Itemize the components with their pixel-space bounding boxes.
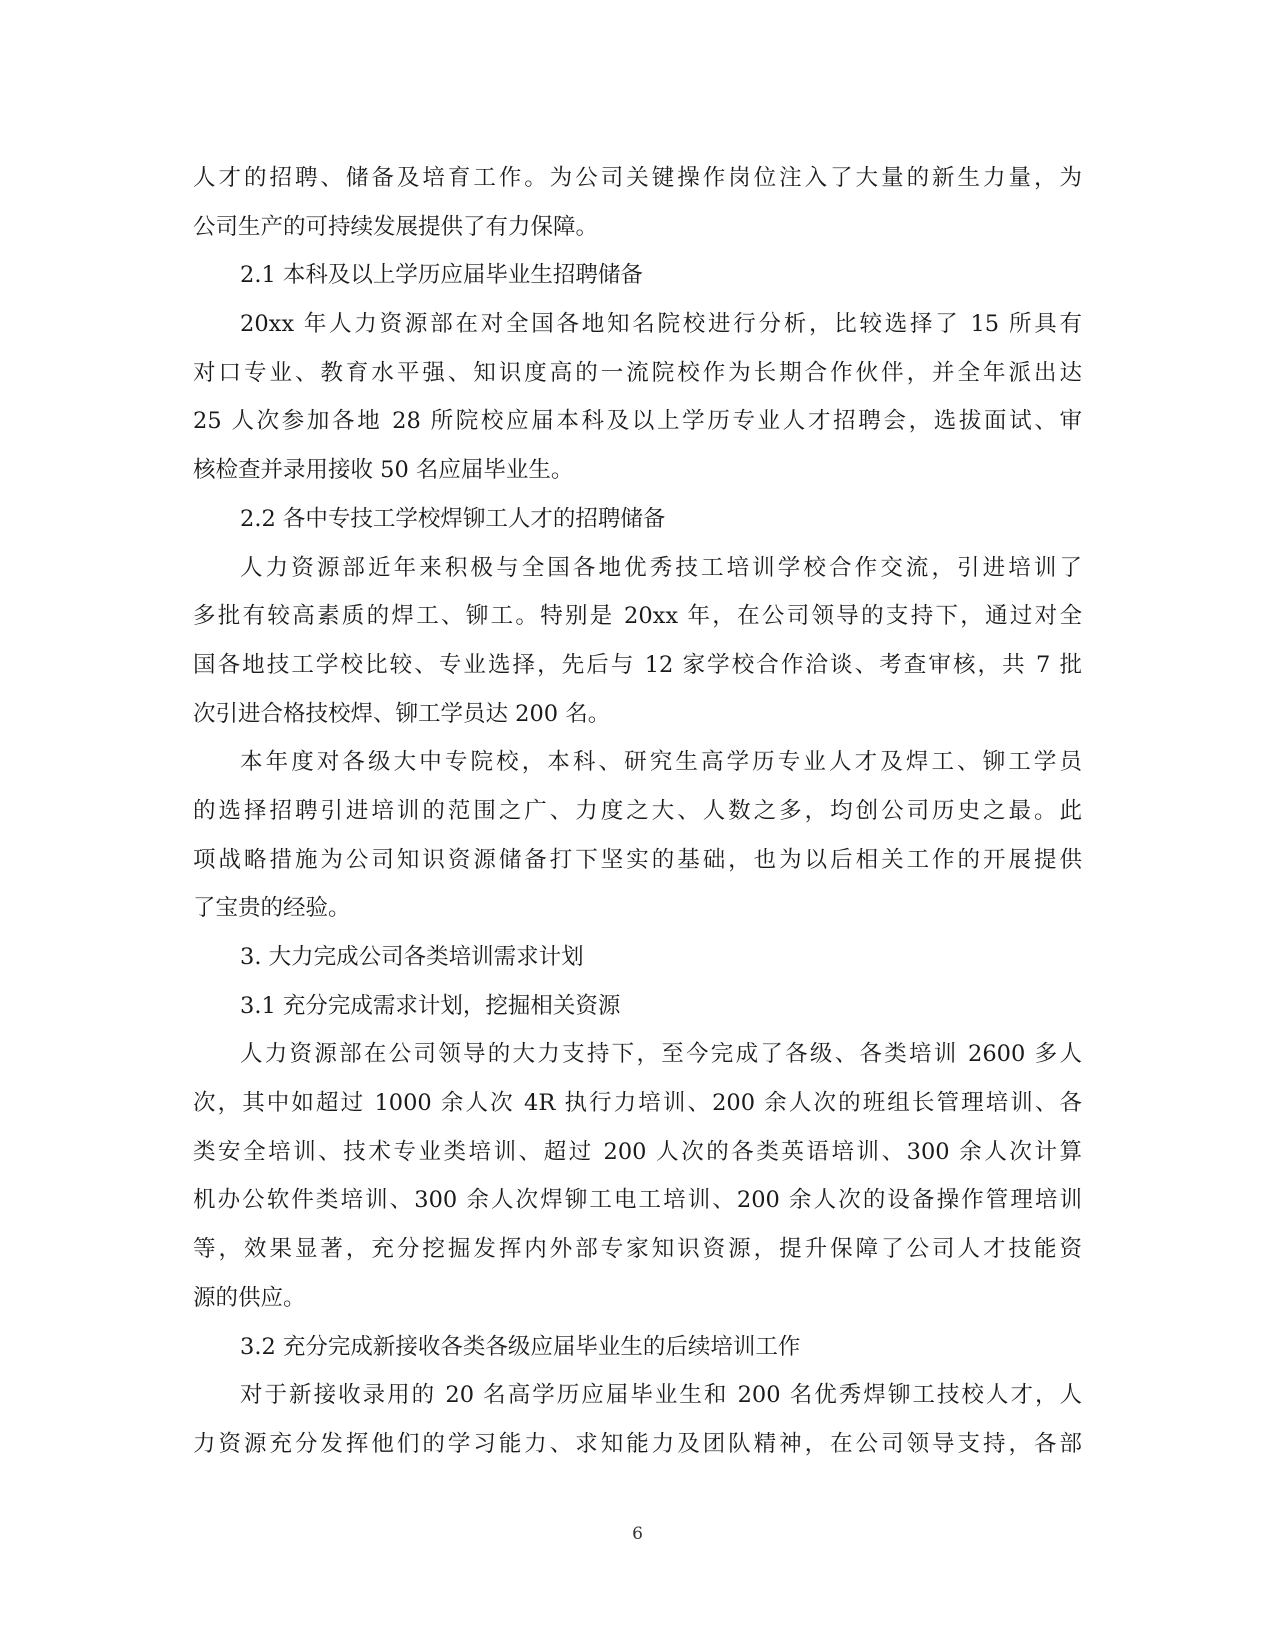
section-heading-2-1: 2.1 本科及以上学历应届毕业生招聘储备 bbox=[240, 262, 643, 289]
section-heading-3-1: 3.1 充分完成需求计划，挖掘相关资源 bbox=[240, 992, 621, 1019]
section-heading-3-2: 3.2 充分完成新接收各类各级应届毕业生的后续培训工作 bbox=[240, 1333, 801, 1360]
document-body bbox=[193, 154, 1082, 1469]
text-line-15: 项战略措施为公司知识资源储备打下坚实的基础，也为以后相关工作的开展提供 bbox=[193, 846, 1082, 873]
text-line-11: 国各地技工学校比较、专业选择，先后与 12 家学校合作洽谈、考查审核，共 7 批 bbox=[193, 651, 1082, 678]
section-heading-3: 3. 大力完成公司各类培训需求计划 bbox=[240, 944, 584, 970]
section-heading-2-2: 2.2 各中专技工学校焊铆工人才的招聘储备 bbox=[240, 505, 666, 532]
text-line-22: 机办公软件类培训、300 余人次焊铆工电工培训、200 余人次的设备操作管理培训 bbox=[193, 1187, 1082, 1214]
text-line-27: 力资源充分发挥他们的学习能力、求知能力及团队精神，在公司领导支持，各部 bbox=[193, 1430, 1082, 1457]
text-line-1: 人才的招聘、储备及培育工作。为公司关键操作岗位注入了大量的新生力量，为 bbox=[193, 165, 1082, 191]
text-line-19: 人力资源部在公司领导的大力支持下，至今完成了各级、各类培训 2600 多人 bbox=[240, 1041, 1082, 1068]
text-line-23: 等，效果显著，充分挖掘发挥内外部专家知识资源，提升保障了公司人才技能资 bbox=[193, 1236, 1082, 1263]
text-line-16: 了宝贵的经验。 bbox=[193, 895, 351, 922]
text-line-6: 25 人次参加各地 28 所院校应届本科及以上学历专业人才招聘会，选拔面试、审 bbox=[193, 408, 1082, 435]
text-line-9: 人力资源部近年来积极与全国各地优秀技工培训学校合作交流，引进培训了 bbox=[240, 554, 1082, 581]
text-line-10: 多批有较高素质的焊工、铆工。特别是 20xx 年，在公司领导的支持下，通过对全 bbox=[193, 603, 1082, 630]
text-line-13: 本年度对各级大中专院校，本科、研究生高学历专业人才及焊工、铆工学员 bbox=[240, 749, 1082, 776]
page-number: 6 bbox=[632, 1524, 643, 1544]
text-line-4: 20xx 年人力资源部在对全国各地知名院校进行分析，比较选择了 15 所具有 bbox=[240, 311, 1082, 338]
text-line-5: 对口专业、教育水平强、知识度高的一流院校作为长期合作伙伴，并全年派出达 bbox=[193, 359, 1082, 386]
text-line-14: 的选择招聘引进培训的范围之广、力度之大、人数之多，均创公司历史之最。此 bbox=[193, 797, 1082, 824]
text-line-26: 对于新接收录用的 20 名高学历应届毕业生和 200 名优秀焊铆工技校人才，人 bbox=[240, 1382, 1082, 1409]
text-line-7: 核检查并录用接收 50 名应届毕业生。 bbox=[193, 457, 574, 484]
text-line-12: 次引进合格技校焊、铆工学员达 200 名。 bbox=[193, 700, 611, 727]
text-line-2: 公司生产的可持续发展提供了有力保障。 bbox=[193, 213, 599, 240]
text-line-24: 源的供应。 bbox=[193, 1284, 306, 1311]
text-line-20: 次，其中如超过 1000 余人次 4R 执行力培训、200 余人次的班组长管理培训、各 bbox=[193, 1090, 1082, 1117]
text-line-21: 类安全培训、技术专业类培训、超过 200 人次的各类英语培训、300 余人次计算 bbox=[193, 1138, 1082, 1165]
